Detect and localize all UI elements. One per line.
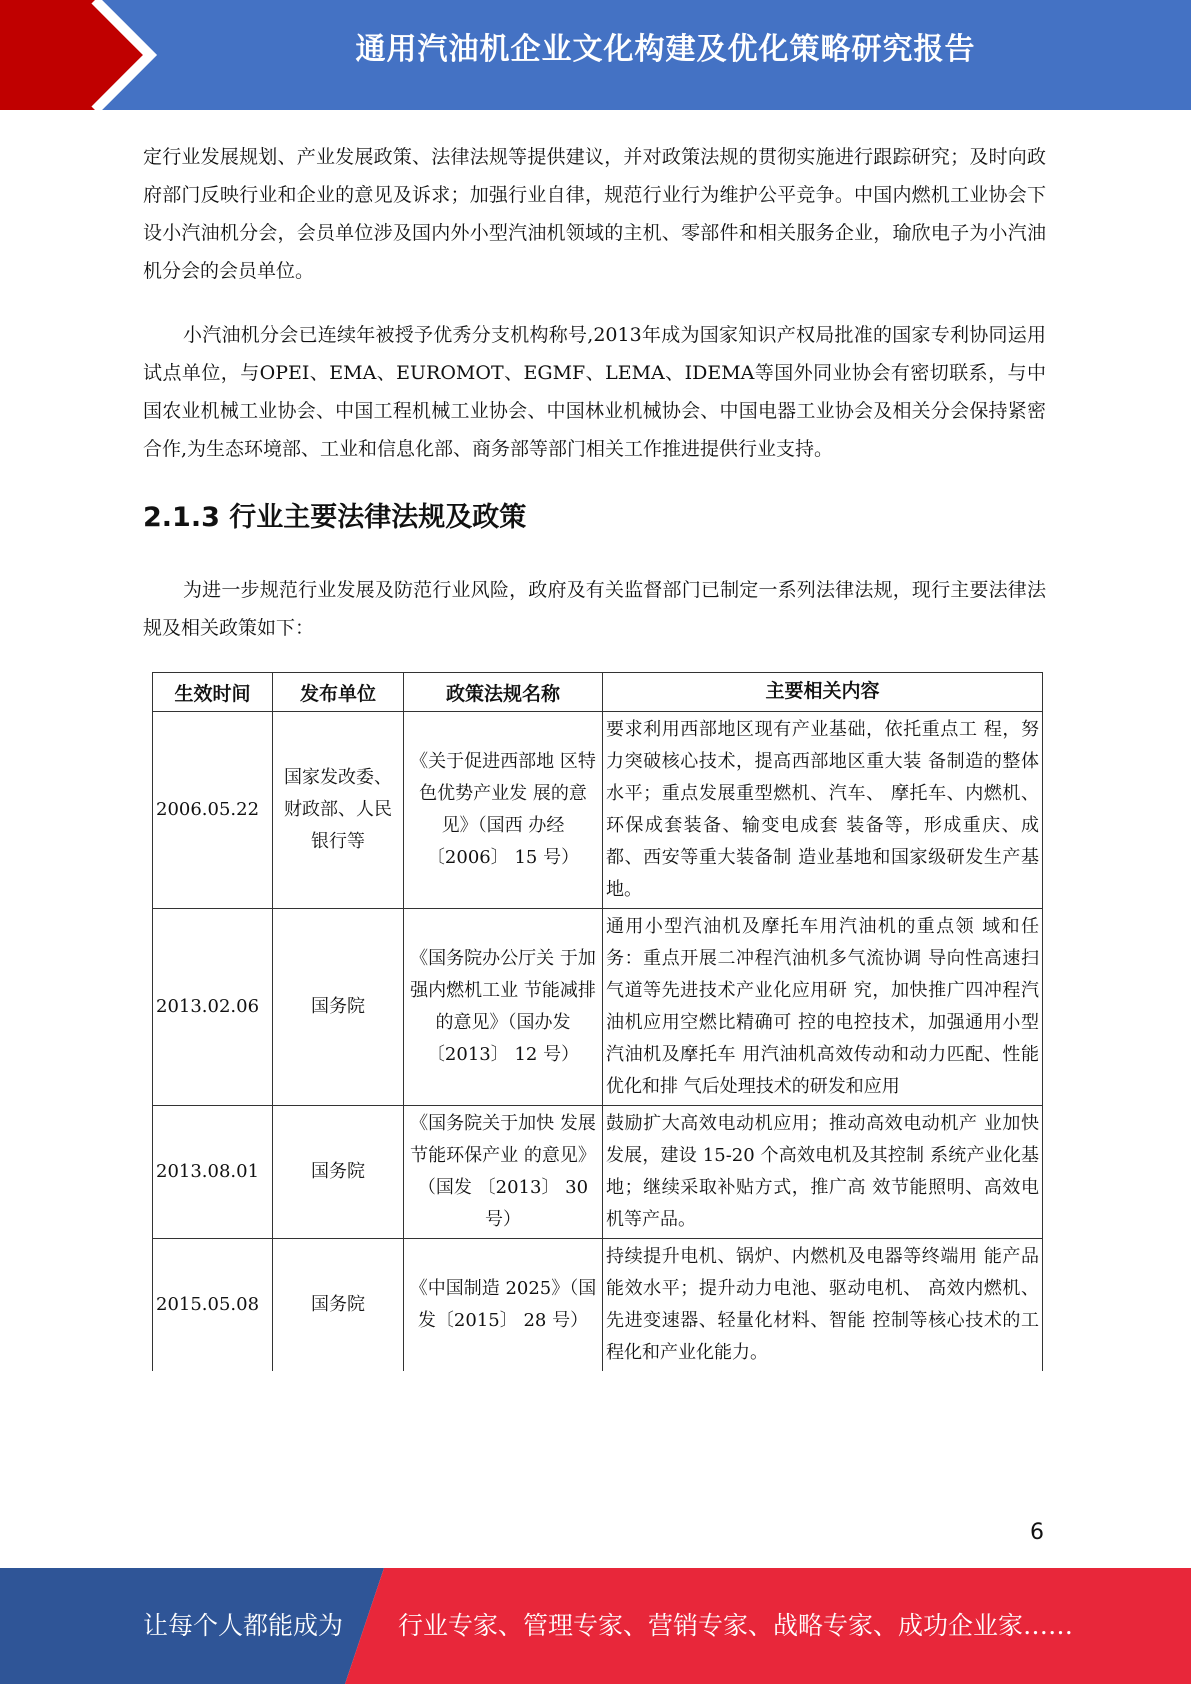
cell-content: 持续提升电机、锅炉、内燃机及电器等终端用 能产品能效水平；提升动力电池、驱动电机、 高效内燃机、先进变速器、轻量化材料、智能 控制等核心技术的工程化和产业化能力。: [603, 1239, 1043, 1372]
cell-content: 通用小型汽油机及摩托车用汽油机的重点领 域和任务：重点开展二冲程汽油机多气流协调 导向性高速扫气道等先进技术产业化应用研 究，加快推广四冲程汽油机应用空燃比精确可 控的电控技术，加强通用小型汽油机及摩托车 用汽油机高效传动和动力匹配、性能优化和排 气后处理技术的研发和应用: [603, 909, 1043, 1106]
body-paragraph-1: 定行业发展规划、产业发展政策、法律法规等提供建议，并对政策法规的贯彻实施进行跟踪研究；及时向政府部门反映行业和企业的意见及诉求；加强行业自律，规范行业行为维护公平竞争。中国内燃机工业协会下设小汽油机分会，会员单位涉及国内外小型汽油机领域的主机、零部件和相关服务企业，瑜欣电子为小汽油机分会的会员单位。: [143, 146, 1046, 282]
header-issuer: 发布单位: [273, 673, 404, 712]
report-title: 通用汽油机企业文化构建及优化策略研究报告: [355, 32, 976, 67]
cell-policy-name: 《国务院关于加快 发展节能环保产业 的意见》（国发 〔2013〕 30 号）: [404, 1106, 603, 1239]
cell-issuer: 国务院: [273, 1106, 404, 1239]
cell-content: 要求利用西部地区现有产业基础，依托重点工 程，努力突破核心技术，提高西部地区重大装 备制造的整体水平；重点发展重型燃机、汽车、 摩托车、内燃机、环保成套装备、输变电成套 装备等，形成重庆、成都、西安等重大装备制 造业基地和国家级研发生产基地。: [603, 712, 1043, 909]
cell-date: 2006.05.22: [153, 712, 273, 909]
policy-table: [152, 672, 1043, 1371]
page-header: [0, 0, 1191, 110]
section-heading: 2.1.3 行业主要法律法规及政策: [143, 502, 527, 533]
section-intro: 为进一步规范行业发展及防范行业风险，政府及有关监督部门已制定一系列法律法规，现行主要法律法规及相关政策如下：: [143, 579, 1046, 639]
cell-date: 2013.02.06: [153, 909, 273, 1106]
page-footer: [0, 1568, 1191, 1684]
table-row: [153, 1106, 1043, 1239]
cell-policy-name: 《国务院办公厅关 于加强内燃机工业 节能减排的意见》（国办发〔2013〕 12 号）: [404, 909, 603, 1106]
table-header-row: [153, 673, 1043, 712]
cell-issuer: 国务院: [273, 1239, 404, 1372]
table-row: [153, 1239, 1043, 1372]
table-row: [153, 712, 1043, 909]
footer-slogan-left: 让每个人都能成为: [143, 1611, 344, 1640]
body-paragraph-2: 小汽油机分会已连续年被授予优秀分支机构称号,2013年成为国家知识产权局批准的国家专利协同运用试点单位，与OPEI、EMA、EUROMOT、EGMF、LEMA、IDEMA等国外同业协会有密切联系，与中国农业机械工业协会、中国工程机械工业协会、中国林业机械协会、中国电器工业协会及相关分会保持紧密合作,为生态环境部、工业和信息化部、商务部等部门相关工作推进提供行业支持。: [143, 324, 1046, 460]
cell-issuer: 国务院: [273, 909, 404, 1106]
page-number: 6: [1030, 1520, 1044, 1545]
cell-date: 2015.05.08: [153, 1239, 273, 1372]
footer-slogan-right: 行业专家、管理专家、营销专家、战略专家、成功企业家……: [398, 1611, 1074, 1640]
header-effective-date: 生效时间: [153, 673, 273, 712]
cell-policy-name: 《中国制造 2025》（国发〔2015〕 28 号）: [404, 1239, 603, 1372]
cell-content: 鼓励扩大高效电动机应用；推动高效电动机产 业加快发展，建设 15-20 个高效电机及其控制 系统产业化基地；继续采取补贴方式，推广高 效节能照明、高效电机等产品。: [603, 1106, 1043, 1239]
cell-issuer: 国家发改委、财政部、人民银行等: [273, 712, 404, 909]
header-main-content: 主要相关内容: [603, 673, 1043, 712]
header-policy-name: 政策法规名称: [404, 673, 603, 712]
cell-policy-name: 《关于促进西部地 区特色优势产业发 展的意见》（国西 办经〔2006〕 15 号）: [404, 712, 603, 909]
table-row: [153, 909, 1043, 1106]
cell-date: 2013.08.01: [153, 1106, 273, 1239]
